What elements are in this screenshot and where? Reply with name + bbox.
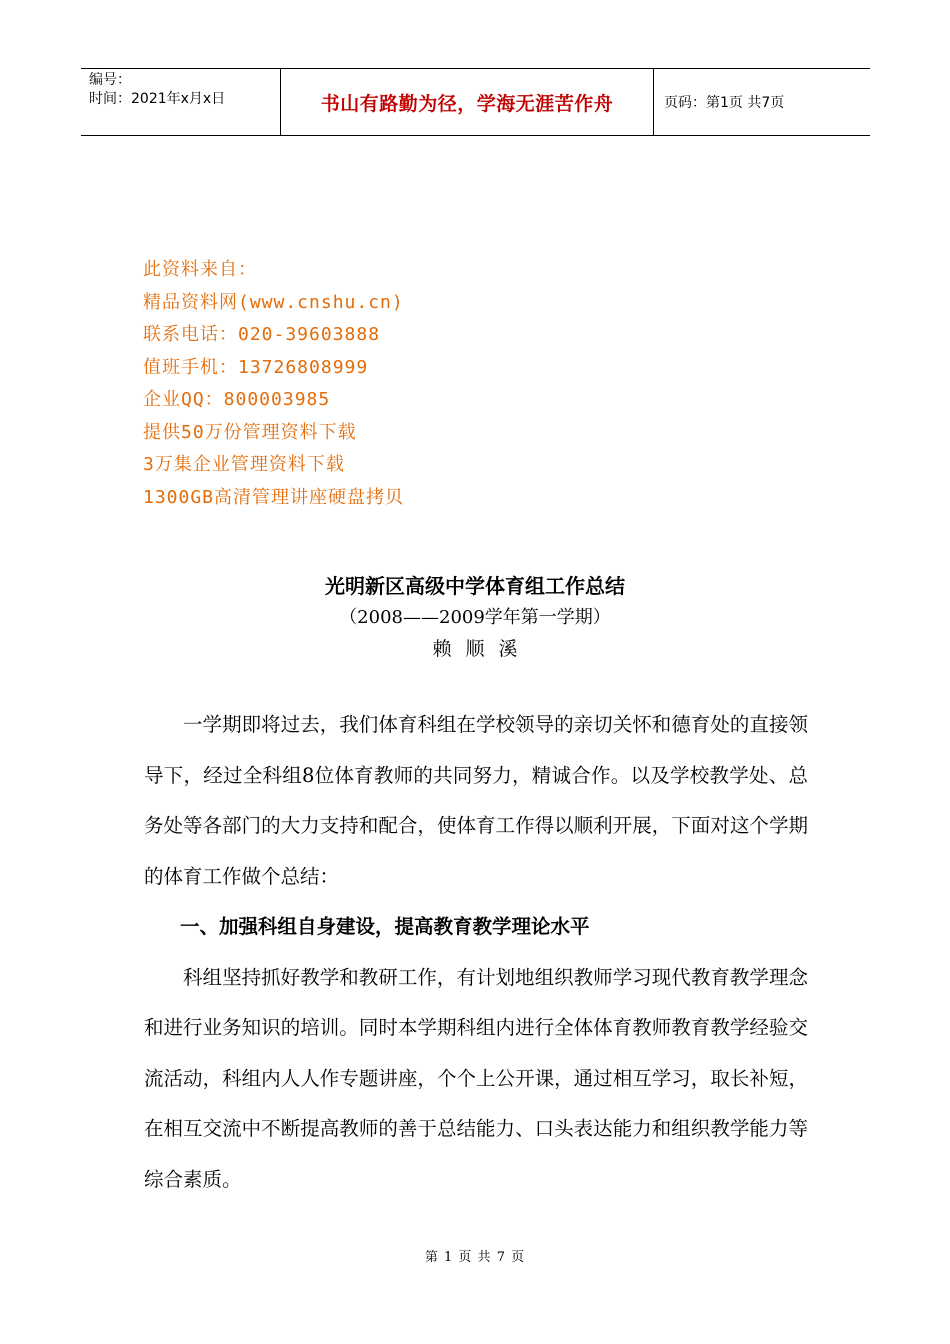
- source-line: 3万集企业管理资料下载: [143, 454, 345, 475]
- section-heading: 一、加强科组自身建设，提高教育教学理论水平: [180, 915, 590, 938]
- source-line: 值班手机：13726808999: [143, 356, 369, 378]
- header-info-cell: [81, 69, 281, 135]
- header-time-label: 时间：2021年x月x日: [89, 91, 226, 107]
- header-page-code: 页码：第1页 共7页: [664, 95, 785, 111]
- section-paragraph: 科组坚持抓好教学和教研工作，有计划地组织教师学习现代教育教学理念和进行业务知识的培训。同时本学期科组内进行全体体育教师教育教学经验交流活动，科组内人人作专题讲座，个个上公开课，通过相互学习，取长补短，在相互交流中不断提高教师的善于总结能力、口头表达能力和组织教学能力等综合素质。: [144, 965, 808, 1191]
- document-title-block: [0, 568, 950, 666]
- source-line: 联系电话：020-39603888: [143, 324, 381, 345]
- document-author: 赖顺溪: [432, 638, 532, 660]
- page-header: [81, 68, 870, 136]
- source-info-block: [143, 254, 404, 514]
- page-footer: 第 1 页 共 7 页: [424, 1250, 526, 1265]
- header-motto: 书山有路勤为径，学海无涯苦作舟: [281, 69, 654, 135]
- source-line: 提供50万份管理资料下载: [143, 421, 357, 443]
- source-line: 企业QQ：800003985: [143, 389, 331, 410]
- document-title: 光明新区高级中学体育组工作总结: [325, 574, 625, 598]
- header-number-label: 编号：: [89, 72, 131, 88]
- document-subtitle: （2008——2009学年第一学期）: [339, 607, 611, 628]
- intro-paragraph: 一学期即将过去，我们体育科组在学校领导的亲切关怀和德育处的直接领导下，经过全科组8位体育教师的共同努力，精诚合作。以及学校教学处、总务处等各部门的大力支持和配合，使体育工作得以顺利开展，下面对这个学期的体育工作做个总结：: [144, 713, 808, 888]
- source-line: 1300GB高清管理讲座硬盘拷贝: [143, 486, 405, 508]
- source-line: 精品资料网(www.cnshu.cn): [143, 291, 404, 313]
- source-line: 此资料来自：: [143, 259, 257, 280]
- document-body: [144, 700, 808, 1205]
